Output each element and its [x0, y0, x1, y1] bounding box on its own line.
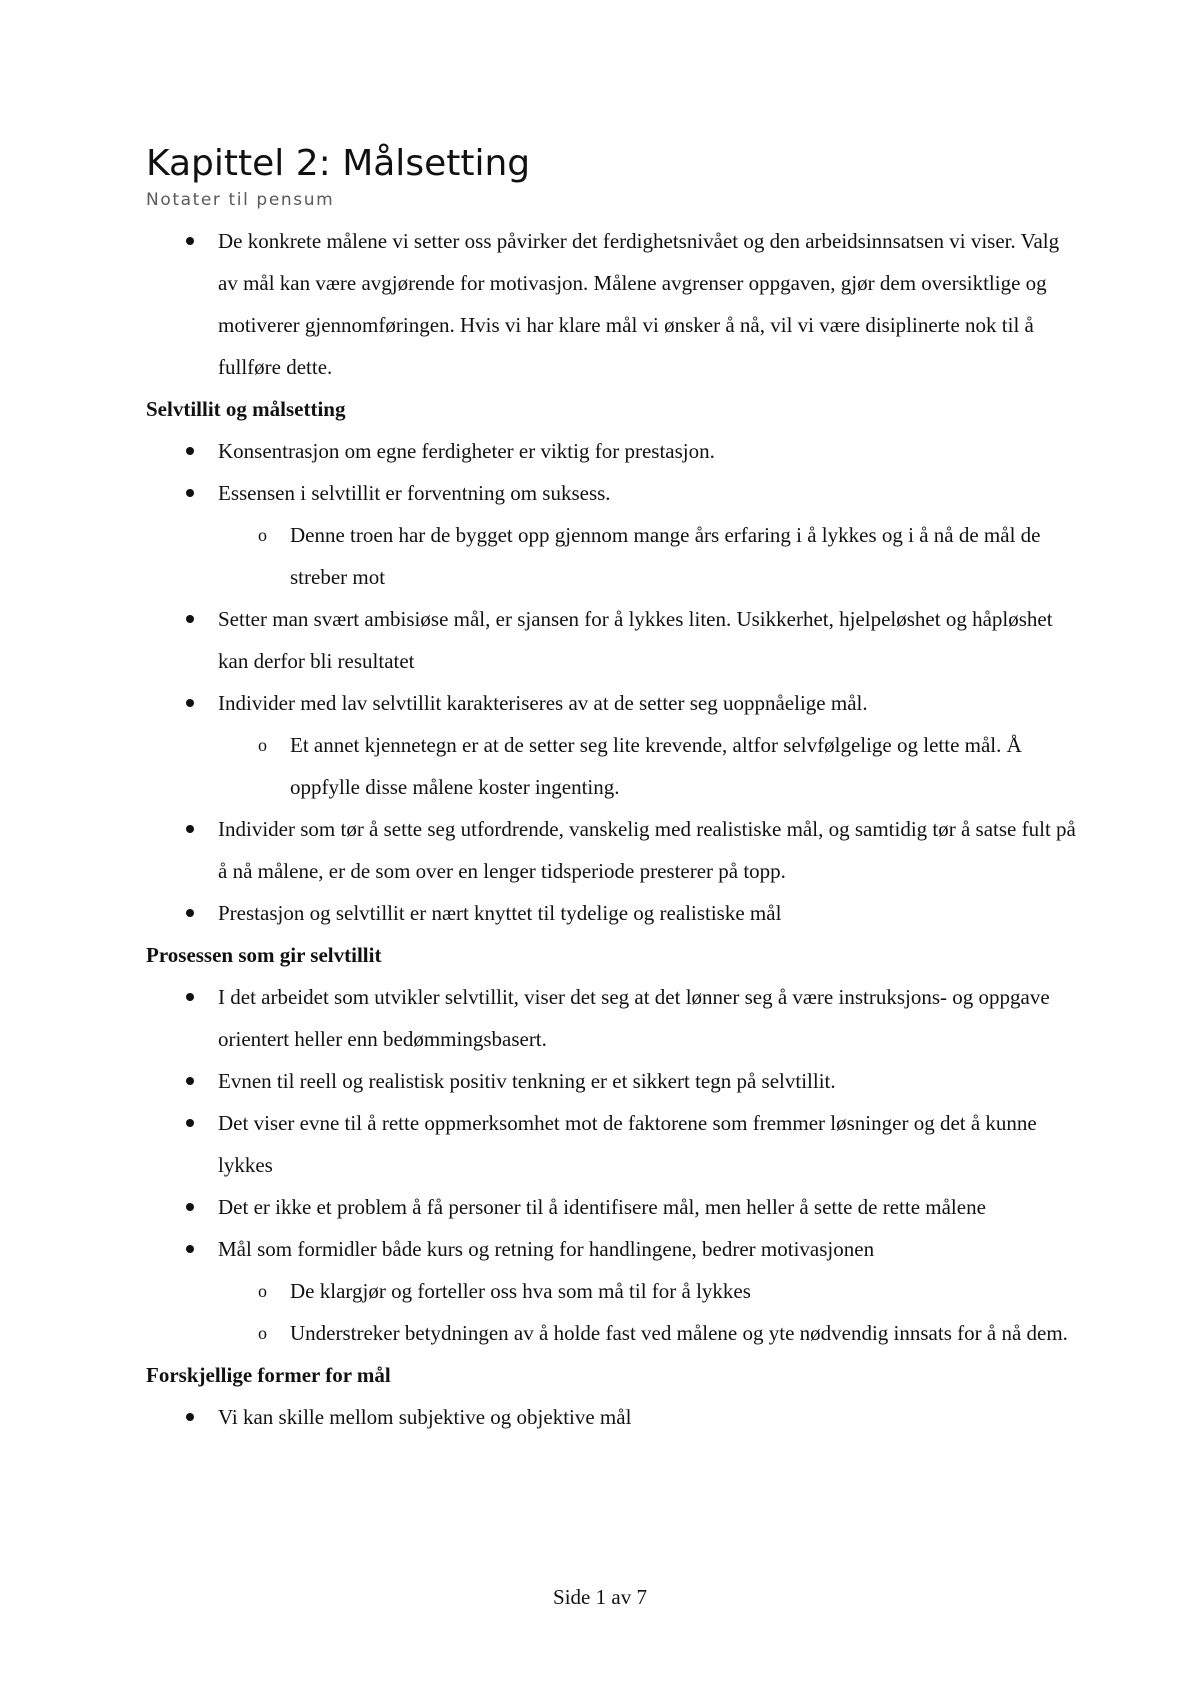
intro-bullet-list [146, 220, 1076, 388]
document-body [146, 140, 1076, 1438]
bullet-icon [186, 699, 194, 707]
bullet-item [146, 430, 1076, 472]
section-heading: Forskjellige former for mål [146, 1363, 391, 1387]
bullet-text: Det er ikke et problem å få personer til å identifisere mål, men heller å sette de rette målene [218, 1195, 986, 1219]
bullet-icon [186, 1413, 194, 1421]
bullet-item [146, 808, 1076, 892]
sections-container [146, 388, 1076, 1438]
hollow-circle-bullet-icon: o [258, 525, 267, 545]
document-section [146, 934, 1076, 1354]
page-footer: Side 1 av 7 [553, 1585, 647, 1609]
bullet-text: Essensen i selvtillit er forventning om suksess. [218, 481, 611, 505]
bullet-text: Individer med lav selvtillit karakteriseres av at de setter seg uoppnåelige mål. [218, 691, 868, 715]
bullet-text: Evnen til reell og realistisk positiv tenkning er et sikkert tegn på selvtillit. [218, 1069, 836, 1093]
bullet-icon [186, 825, 194, 833]
bullet-icon [186, 1203, 194, 1211]
bullet-icon [186, 1245, 194, 1253]
section-heading: Prosessen som gir selvtillit [146, 943, 382, 967]
sub-bullet-text: Et annet kjennetegn er at de setter seg lite krevende, altfor selvfølgelige og lette mål. Å oppfylle disse målene koster ingenting. [290, 733, 1022, 799]
bullet-item [146, 1186, 1076, 1228]
bullet-text: Vi kan skille mellom subjektive og objektive mål [218, 1405, 632, 1429]
bullet-item [146, 472, 1076, 598]
bullet-item [146, 682, 1076, 808]
bullet-icon [186, 489, 194, 497]
section-heading: Selvtillit og målsetting [146, 397, 346, 421]
bullet-item [146, 598, 1076, 682]
bullet-icon [186, 237, 194, 245]
bullet-text: Individer som tør å sette seg utfordrende, vanskelig med realistiske mål, og samtidig tør å satse fult på å nå målene, er de som over en lenger tidsperiode presterer på topp. [218, 817, 1076, 883]
bullet-icon [186, 615, 194, 623]
bullet-icon [186, 1077, 194, 1085]
bullet-icon [186, 993, 194, 1001]
section-bullet-list [146, 430, 1076, 934]
bullet-icon [186, 447, 194, 455]
bullet-text: Det viser evne til å rette oppmerksomhet mot de faktorene som fremmer løsninger og det å kunne lykkes [218, 1111, 1037, 1177]
document-subtitle: Notater til pensum [146, 190, 335, 210]
bullet-item [146, 976, 1076, 1060]
hollow-circle-bullet-icon: o [258, 735, 267, 755]
sub-bullet-item [218, 724, 1076, 808]
sub-bullet-item [218, 1270, 1076, 1312]
sub-bullet-text: Denne troen har de bygget opp gjennom mange års erfaring i å lykkes og i å nå de mål de streber mot [290, 523, 1041, 589]
document-section [146, 388, 1076, 934]
bullet-item [146, 220, 1076, 388]
document-title: Kapittel 2: Målsetting [146, 143, 531, 184]
bullet-item [146, 892, 1076, 934]
bullet-item [146, 1228, 1076, 1354]
sub-bullet-text: De klargjør og forteller oss hva som må til for å lykkes [290, 1279, 751, 1303]
section-bullet-list [146, 976, 1076, 1354]
hollow-circle-bullet-icon: o [258, 1323, 267, 1343]
bullet-text: Setter man svært ambisiøse mål, er sjansen for å lykkes liten. Usikkerhet, hjelpeløshet og håpløshet kan derfor bli resultatet [218, 607, 1053, 673]
bullet-text: Konsentrasjon om egne ferdigheter er viktig for prestasjon. [218, 439, 715, 463]
bullet-text: Prestasjon og selvtillit er nært knyttet til tydelige og realistiske mål [218, 901, 782, 925]
bullet-item [146, 1102, 1076, 1186]
sub-bullet-list [218, 1270, 1076, 1354]
bullet-text: Mål som formidler både kurs og retning for handlingene, bedrer motivasjonen [218, 1237, 875, 1261]
sub-bullet-text: Understreker betydningen av å holde fast ved målene og yte nødvendig innsats for å nå dem. [290, 1321, 1068, 1345]
sub-bullet-list [218, 724, 1076, 808]
sub-bullet-list [218, 514, 1076, 598]
bullet-icon [186, 1119, 194, 1127]
bullet-item [146, 1396, 1076, 1438]
sub-bullet-item [218, 1312, 1076, 1354]
hollow-circle-bullet-icon: o [258, 1281, 267, 1301]
document-section [146, 1354, 1076, 1438]
section-bullet-list [146, 1396, 1076, 1438]
sub-bullet-item [218, 514, 1076, 598]
bullet-text: I det arbeidet som utvikler selvtillit, viser det seg at det lønner seg å være instruksjons- og oppgave orientert heller enn bedømmingsbasert. [218, 985, 1050, 1051]
bullet-item [146, 1060, 1076, 1102]
bullet-icon [186, 909, 194, 917]
bullet-text: De konkrete målene vi setter oss påvirker det ferdighetsnivået og den arbeidsinnsatsen vi viser. Valg av mål kan være avgjørende for motivasjon. Målene avgrenser oppgaven, gjør dem oversiktlige og motiverer gjennomføringen. Hvis vi har klare mål vi ønsker å nå, vil vi være disiplinerte nok til å fullføre dette. [218, 229, 1060, 379]
